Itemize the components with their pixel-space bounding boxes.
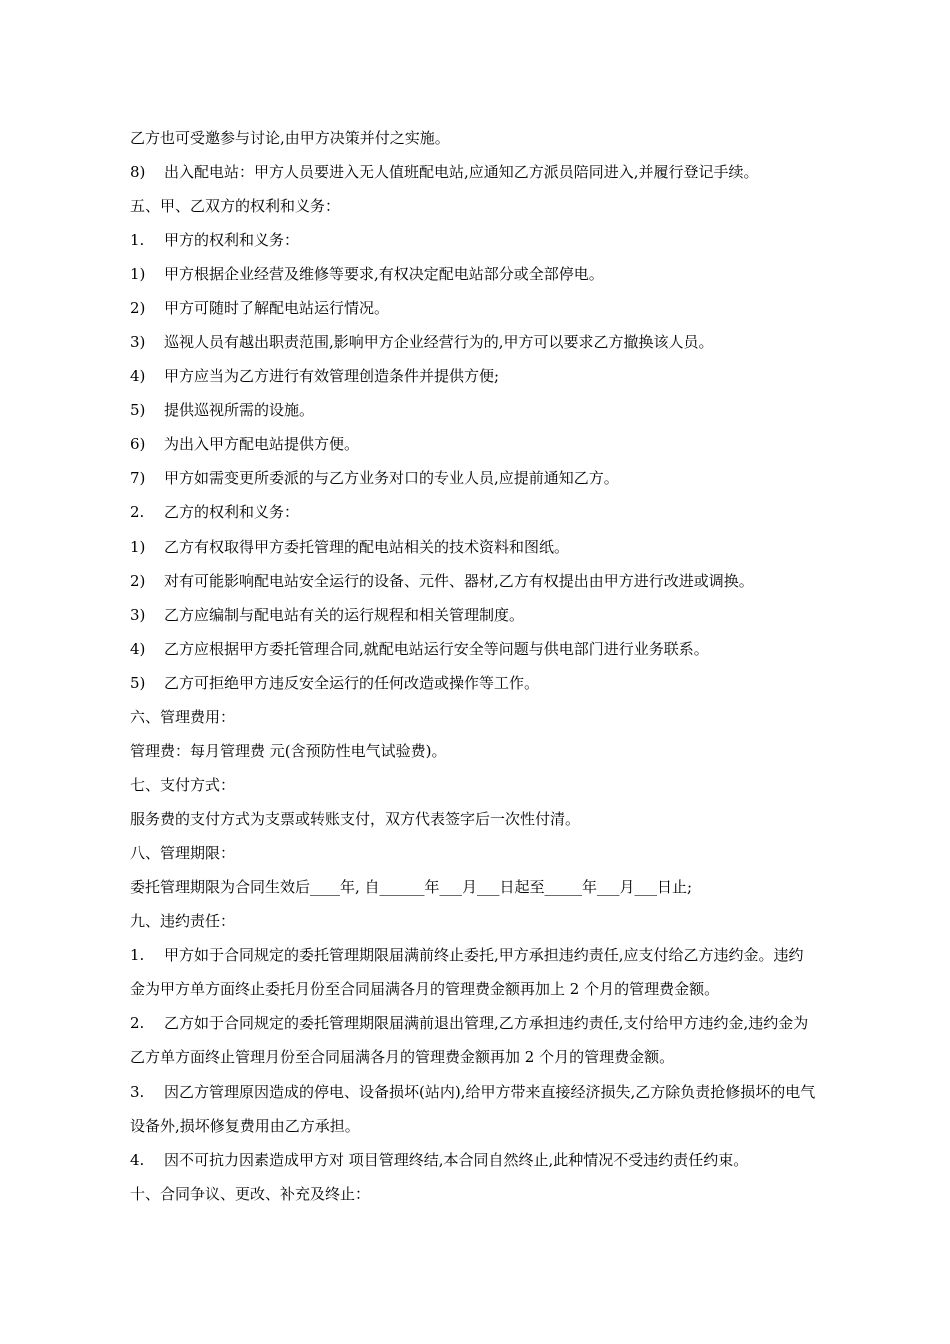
line-number: 5) bbox=[130, 401, 146, 419]
line-number: 1. bbox=[130, 946, 145, 964]
section-heading bbox=[130, 196, 890, 216]
line-text: 提供巡视所需的设施。 bbox=[164, 401, 315, 419]
line-number: 2) bbox=[130, 572, 146, 590]
line-text: 巡视人员有越出职责范围,影响甲方企业经营行为的,甲方可以要求乙方撤换该人员。 bbox=[164, 333, 714, 351]
line-text: 因乙方管理原因造成的停电、设备损坏(站内),给甲方带来直接经济损失,乙方除负责抢修损坏的电气 bbox=[164, 1083, 816, 1101]
line-number: 2. bbox=[130, 1014, 145, 1032]
line-text: 甲方根据企业经营及维修等要求,有权决定配电站部分或全部停电。 bbox=[164, 265, 604, 283]
paragraph bbox=[130, 741, 890, 761]
list-item bbox=[130, 605, 890, 625]
list-item bbox=[130, 1013, 890, 1033]
list-item bbox=[130, 945, 890, 965]
line-text: 甲方的权利和义务： bbox=[164, 231, 300, 249]
list-item bbox=[130, 502, 890, 522]
line-text: 乙方如于合同规定的委托管理期限届满前退出管理,乙方承担违约责任,支付给甲方违约金,违约金为 bbox=[164, 1014, 809, 1032]
line-text: 甲方应当为乙方进行有效管理创造条件并提供方便; bbox=[164, 367, 500, 385]
line-text: 六、管理费用： bbox=[130, 708, 236, 726]
list-item bbox=[130, 332, 890, 352]
list-item bbox=[130, 400, 890, 420]
line-text: 十、合同争议、更改、补充及终止： bbox=[130, 1185, 371, 1203]
list-item bbox=[130, 162, 890, 182]
line-text: 管理费：每月管理费 元(含预防性电气试验费)。 bbox=[130, 742, 447, 760]
section-heading bbox=[130, 707, 890, 727]
line-text: 甲方可随时了解配电站运行情况。 bbox=[164, 299, 390, 317]
line-text: 甲方如需变更所委派的与乙方业务对口的专业人员,应提前通知乙方。 bbox=[164, 469, 619, 487]
line-number: 2) bbox=[130, 299, 146, 317]
line-number: 3. bbox=[130, 1083, 145, 1101]
line-text: 服务费的支付方式为支票或转账支付，双方代表签字后一次性付清。 bbox=[130, 810, 581, 828]
line-number: 1) bbox=[130, 538, 146, 556]
list-item bbox=[130, 1082, 890, 1102]
line-text: 乙方应编制与配电站有关的运行规程和相关管理制度。 bbox=[164, 606, 525, 624]
line-text: 乙方也可受邀参与讨论,由甲方决策并付之实施。 bbox=[130, 129, 450, 147]
section-heading bbox=[130, 843, 890, 863]
line-number: 1) bbox=[130, 265, 146, 283]
line-number: 1. bbox=[130, 231, 145, 249]
line-text: 乙方有权取得甲方委托管理的配电站相关的技术资料和图纸。 bbox=[164, 538, 570, 556]
line-number: 4) bbox=[130, 367, 146, 385]
list-item bbox=[130, 537, 890, 557]
line-text: 因不可抗力因素造成甲方对 项目管理终结,本合同自然终止,此种情况不受违约责任约束。 bbox=[164, 1151, 749, 1169]
paragraph bbox=[130, 809, 890, 829]
section-heading bbox=[130, 911, 890, 931]
line-text: 甲方如于合同规定的委托管理期限届满前终止委托,甲方承担违约责任,应支付给乙方违约金。违约 bbox=[164, 946, 804, 964]
line-number: 7) bbox=[130, 469, 146, 487]
paragraph-continuation bbox=[130, 1047, 890, 1067]
line-text: 八、管理期限： bbox=[130, 844, 236, 862]
paragraph-continuation bbox=[130, 979, 890, 999]
line-text: 金为甲方单方面终止委托月份至合同届满各月的管理费金额再加上 2 个月的管理费金额。 bbox=[130, 980, 720, 998]
section-heading bbox=[130, 775, 890, 795]
line-text: 为出入甲方配电站提供方便。 bbox=[164, 435, 360, 453]
line-number: 3) bbox=[130, 333, 146, 351]
list-item bbox=[130, 673, 890, 693]
line-text: 乙方应根据甲方委托管理合同,就配电站运行安全等问题与供电部门进行业务联系。 bbox=[164, 640, 709, 658]
line-text: 七、支付方式： bbox=[130, 776, 236, 794]
line-text: 乙方单方面终止管理月份至合同届满各月的管理费金额再加 2 个月的管理费金额。 bbox=[130, 1048, 675, 1066]
list-item bbox=[130, 264, 890, 284]
list-item bbox=[130, 366, 890, 386]
list-item bbox=[130, 468, 890, 488]
paragraph-continuation bbox=[130, 1116, 890, 1136]
line-text: 五、甲、乙双方的权利和义务： bbox=[130, 197, 341, 215]
line-text: 委托管理期限为合同生效后____年, 自______年___月___日起至_____年___月___日止; bbox=[130, 878, 693, 896]
section-heading bbox=[130, 1184, 890, 1204]
line-number: 2. bbox=[130, 503, 145, 521]
line-number: 5) bbox=[130, 674, 146, 692]
list-item bbox=[130, 639, 890, 659]
line-text: 九、违约责任： bbox=[130, 912, 236, 930]
line-text: 对有可能影响配电站安全运行的设备、元件、器材,乙方有权提出由甲方进行改进或调换。 bbox=[164, 572, 754, 590]
line-text: 设备外,损坏修复费用由乙方承担。 bbox=[130, 1117, 360, 1135]
list-item bbox=[130, 230, 890, 250]
line-number: 4. bbox=[130, 1151, 145, 1169]
line-number: 6) bbox=[130, 435, 146, 453]
line-number: 8) bbox=[130, 163, 146, 181]
list-item bbox=[130, 1150, 890, 1170]
line-text: 乙方的权利和义务： bbox=[164, 503, 300, 521]
paragraph bbox=[130, 877, 890, 897]
list-item bbox=[130, 571, 890, 591]
text-line bbox=[130, 128, 890, 148]
list-item bbox=[130, 298, 890, 318]
line-number: 4) bbox=[130, 640, 146, 658]
line-text: 出入配电站：甲方人员要进入无人值班配电站,应通知乙方派员陪同进入,并履行登记手续。 bbox=[164, 163, 759, 181]
line-text: 乙方可拒绝甲方违反安全运行的任何改造或操作等工作。 bbox=[164, 674, 540, 692]
list-item bbox=[130, 434, 890, 454]
line-number: 3) bbox=[130, 606, 146, 624]
